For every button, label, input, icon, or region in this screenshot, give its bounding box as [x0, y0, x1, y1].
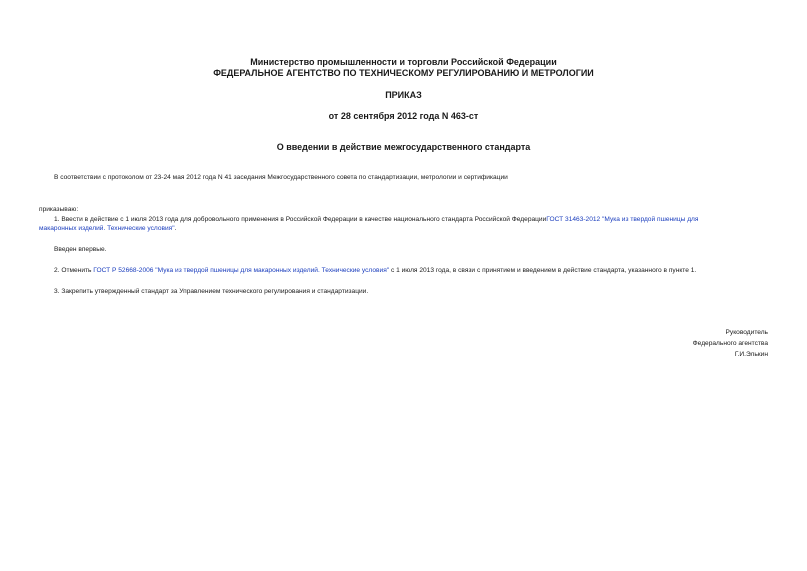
agency-name: ФЕДЕРАЛЬНОЕ АГЕНТСТВО ПО ТЕХНИЧЕСКОМУ РЕГУЛИРОВАНИЮ И МЕТРОЛОГИИ	[213, 68, 594, 78]
item1-line1	[54, 215, 698, 224]
order-word: приказываю:	[39, 206, 79, 213]
gost-31463-link[interactable]: ГОСТ 31463-2012 "Мука из твердой пшеницы для	[546, 216, 699, 223]
item2-pre: 2. Отменить	[54, 267, 94, 274]
signature-org: Федерального агентства	[692, 340, 768, 347]
item1-text: 1. Ввести в действие с 1 июля 2013 года для добровольного применения в Российской Федерации в качестве национального стандарта Российской Федерации	[54, 216, 547, 223]
item1-note: Введен впервые.	[54, 246, 107, 253]
item2-post: с 1 июля 2013 года, в связи с принятием и введением в действие стандарта, указанного в пункте 1.	[389, 267, 697, 274]
doc-date-number: от 28 сентября 2012 года N 463-ст	[328, 111, 479, 121]
item1-end: .	[174, 225, 177, 232]
doc-type: ПРИКАЗ	[385, 90, 422, 100]
item3: 3. Закрепить утвержденный стандарт за Управлением технического регулирования и стандартизации.	[54, 288, 369, 295]
ministry-name: Министерство промышленности и торговли Российской Федерации	[250, 57, 557, 67]
doc-title: О введении в действие межгосударственного стандарта	[276, 142, 531, 152]
preamble: В соответствии с протоколом от 23-24 мая 2012 года N 41 заседания Межгосударственного совета по стандартизации, метрологии и сертификации	[54, 174, 508, 181]
item1-line2	[39, 224, 176, 233]
item2	[54, 266, 696, 275]
gost-31463-link-cont[interactable]: макаронных изделий. Технические условия"	[39, 225, 175, 232]
signature-name: Г.И.Элькин	[734, 351, 768, 358]
gost-r-52668-link[interactable]: ГОСТ Р 52668-2006 "Мука из твердой пшеницы для макаронных изделий. Технические условия"	[93, 267, 390, 274]
signature-title: Руководитель	[725, 329, 768, 336]
